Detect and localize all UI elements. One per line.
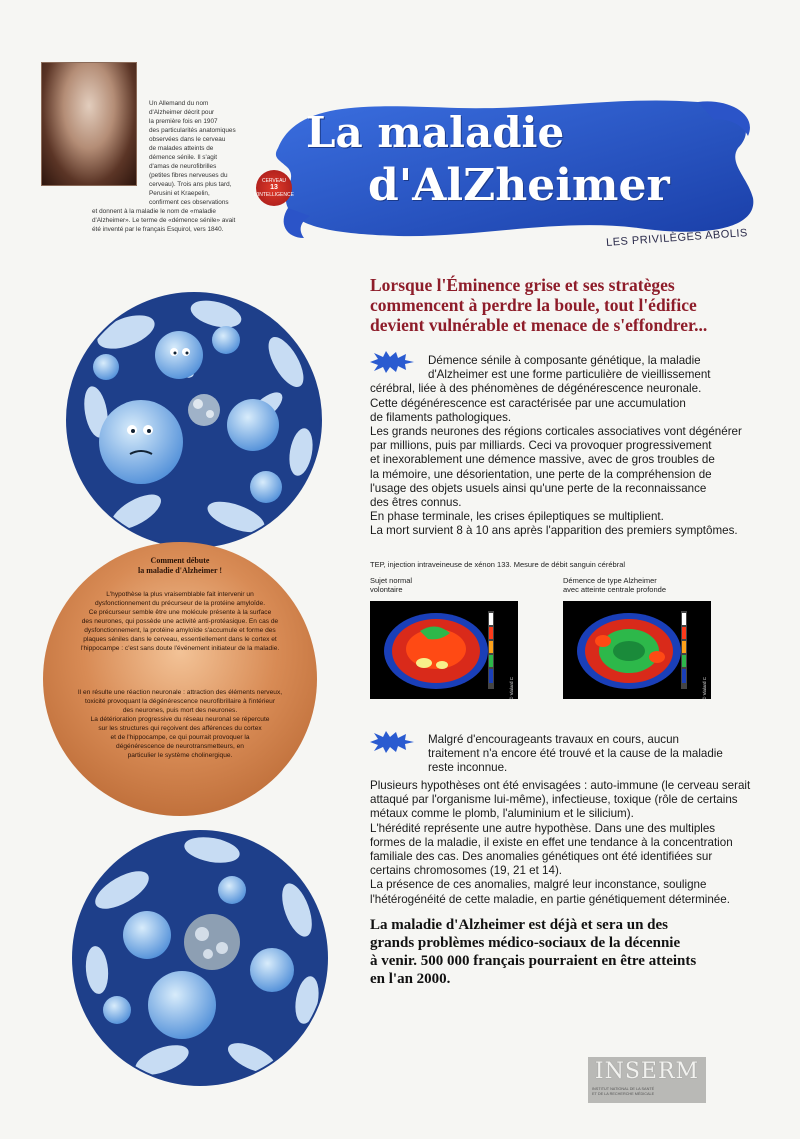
bio-line: d'amas de neurofibrilles (149, 163, 217, 170)
orange-line: dégénérescence de neurotransmetteurs, en (116, 743, 244, 750)
para-line: l'hétérogénéité de cette maladie, en partie génétiquement déterminée. (370, 892, 730, 906)
tep-label-line: avec atteinte centrale profonde (563, 585, 666, 594)
conclusion-line: à venir. 500 000 français pourraient en être atteints (370, 953, 697, 969)
para-line: Plusieurs hypothèses ont été envisagées : auto-immune (le cerveau serait (370, 779, 751, 792)
bio-line: été inventé par le français Esquirol, vers 1840. (92, 226, 224, 233)
bio-line: d'Alzheimer décrit pour (149, 109, 215, 116)
para-line: traitement n'a encore été trouvé et la cause de la maladie (428, 747, 723, 761)
bio-line: d'Alzheimer». Le terme de «démence sénile» avait (92, 217, 236, 224)
orange-title-line: Comment débute (150, 556, 210, 565)
orange-line: toxicité provoquant la dégénérescence neurofibrillaire à l'intérieur (84, 698, 276, 705)
portrait-bio (92, 99, 252, 234)
para-line: familiale des cas. Des anomalies génétiques ont été identifiées sur (370, 850, 713, 864)
inserm-sub-line: ET DE LA RECHERCHE MÉDICALE (592, 1092, 655, 1096)
title-line-2: d'AlZheimer (368, 160, 670, 211)
bio-line: Perusini et Kraepelin, (149, 190, 210, 197)
bio-line: de malades atteints de (149, 145, 214, 152)
tep-caption: TEP, injection intraveineuse de xénon 133. Mesure de débit sanguin cérébral (370, 560, 626, 569)
inserm-wordmark: INSERM (594, 1059, 700, 1084)
tep-credit: © Vialard C (509, 677, 514, 700)
tep-scan-normal (370, 601, 518, 699)
para-line: L'hérédité représente une autre hypothèse. Dans une des multiples (370, 821, 716, 835)
lead-line: Lorsque l'Éminence grise et ses stratèges (370, 275, 675, 295)
orange-line: dysfonctionnement du précurseur de la protéine amyloïde. (94, 600, 266, 607)
inserm-subtitle (592, 1087, 704, 1097)
tep-label-line: Sujet normal (370, 576, 413, 585)
orange-line: Ce précurseur semble être une molécule présente à la surface (88, 609, 272, 616)
seal-number: 13 (270, 184, 278, 191)
orange-line: l'hippocampe : c'est sans doute l'événement initiateur de la maladie. (80, 645, 280, 652)
title-line-1: La maladie (306, 108, 565, 157)
tep-label-normal (370, 576, 412, 594)
bio-line: des particularités anatomiques (149, 127, 236, 134)
para-line: En phase terminale, les crises épileptiques se multiplient. (370, 510, 664, 524)
para-line: Démence sénile à composante génétique, la maladie (428, 354, 701, 367)
para-line: Les grands neurones des régions corticales associatives vont dégénérer (370, 425, 742, 439)
inserm-sub-line: INSTITUT NATIONAL DE LA SANTÉ (592, 1087, 655, 1091)
conclusion-line: grands problèmes médico-sociaux de la décennie (370, 935, 681, 951)
para-line: reste inconnue. (428, 761, 508, 775)
orange-circle-title (43, 556, 317, 576)
para-line: et inexorablement une démence massive, avec de gros troubles de (370, 453, 715, 467)
lead-line: commencent à perdre la boule, tout l'édifice (370, 295, 697, 315)
lead-paragraph (370, 275, 750, 335)
conclusion-line: en l'an 2000. (370, 971, 451, 987)
neuron-illustration-top (66, 292, 322, 548)
orange-text-block-1 (43, 590, 317, 653)
body-paragraph-1 (370, 354, 770, 539)
bio-line: cerveau). Trois ans plus tard, (149, 181, 232, 188)
tep-label-line: volontaire (370, 585, 403, 594)
bio-line: confirment ces observations (149, 199, 229, 206)
tep-credit: © Vialard C (702, 677, 707, 700)
bio-line: et donnent à la maladie le nom de «maladie (92, 208, 216, 215)
orange-line: et de l'hippocampe, ce qui pourrait provoquer la (110, 734, 250, 741)
para-line: de filaments pathologiques. (370, 410, 512, 424)
orange-info-circle (43, 542, 317, 816)
tep-scan-alzheimer (563, 601, 711, 699)
para-line: l'usage des objets usuels ainsi qu'une perte de la reconnaissance (370, 481, 707, 495)
orange-line: Il en résulte une réaction neuronale : attraction des éléments nerveux, (77, 689, 283, 696)
orange-line: particulier le système cholinergique. (127, 752, 233, 759)
para-line: métaux comme le plomb, l'aluminium et le silicium). (370, 807, 634, 821)
para-line: la mémoire, une désorientation, une perte de la compréhension de (370, 467, 712, 481)
para-line: Malgré d'encourageants travaux en cours, aucun (428, 733, 679, 746)
para-line: d'Alzheimer est une forme particulière de vieillissement (428, 368, 711, 382)
para-line: Cette dégénérescence est caractérisée par une accumulation (370, 396, 686, 410)
bio-line: Un Allemand du nom (149, 100, 209, 107)
orange-line: L'hypothèse la plus vraisemblable fait intervenir un (106, 591, 254, 598)
para-line: par millions, puis par milliards. Ceci va provoquer progressivement (370, 439, 712, 453)
para-line: certains chromosomes (19, 21 et 14). (370, 864, 563, 878)
body-paragraph-2 (372, 733, 772, 776)
orange-line: des neurones, qui possède une activité anti-protéasique. En cas de (81, 618, 279, 625)
bio-line: observées dans le cerveau (149, 136, 226, 143)
orange-line: La détérioration progressive du réseau neuronal se répercute (90, 716, 270, 723)
neuron-illustration-bottom (72, 830, 328, 1086)
title-subtitle: LES PRIVILÈGES ABOLIS (605, 227, 749, 249)
para-line: formes de la maladie, il existe en effet une tendance à la concentration (370, 835, 733, 849)
orange-title-line: la maladie d'Alzheimer ! (137, 566, 223, 575)
orange-line: dysfonctionnement, la protéine amyloïde s'accumule et forme des (84, 627, 276, 634)
para-line: La présence de ces anomalies, malgré leur inconstance, souligne (370, 878, 707, 892)
seal-text: CERVEAU (261, 178, 287, 184)
bio-line: (petites fibres nerveuses du (149, 172, 228, 179)
bio-line: démence sénile. Il s'agit (149, 154, 218, 161)
conclusion (370, 916, 750, 988)
tep-label-alzheimer (563, 576, 666, 594)
para-line: cérébral, liée à des phénomènes de dégénérescence neuronale. (370, 382, 702, 396)
orange-text-block-2 (43, 688, 317, 760)
para-line: attaqué par l'organisme lui-même), infectieuse, toxique (rôle de certains (370, 793, 738, 807)
conclusion-line: La maladie d'Alzheimer est déjà et sera un des (370, 917, 669, 933)
lead-line: devient vulnérable et menace de s'effondrer... (370, 315, 708, 335)
bio-line: la première fois en 1907 (149, 118, 218, 125)
para-line: La mort survient 8 à 10 ans après l'apparition des premiers symptômes. (370, 524, 738, 538)
orange-line: sur les structures qui reçoivent des afférences du cortex (98, 725, 262, 732)
orange-line: plaques séniles dans le cerveau, essentiellement dans le cortex et (83, 636, 277, 643)
body-paragraph-3 (370, 779, 770, 907)
orange-line: des neurones, puis mort des neurones. (122, 707, 238, 714)
para-line: des êtres connus. (370, 496, 462, 510)
seal-text: L'INTELLIGENCE (254, 192, 294, 198)
seal-badge (256, 170, 292, 206)
tep-label-line: Démence de type Alzheimer (563, 576, 657, 585)
